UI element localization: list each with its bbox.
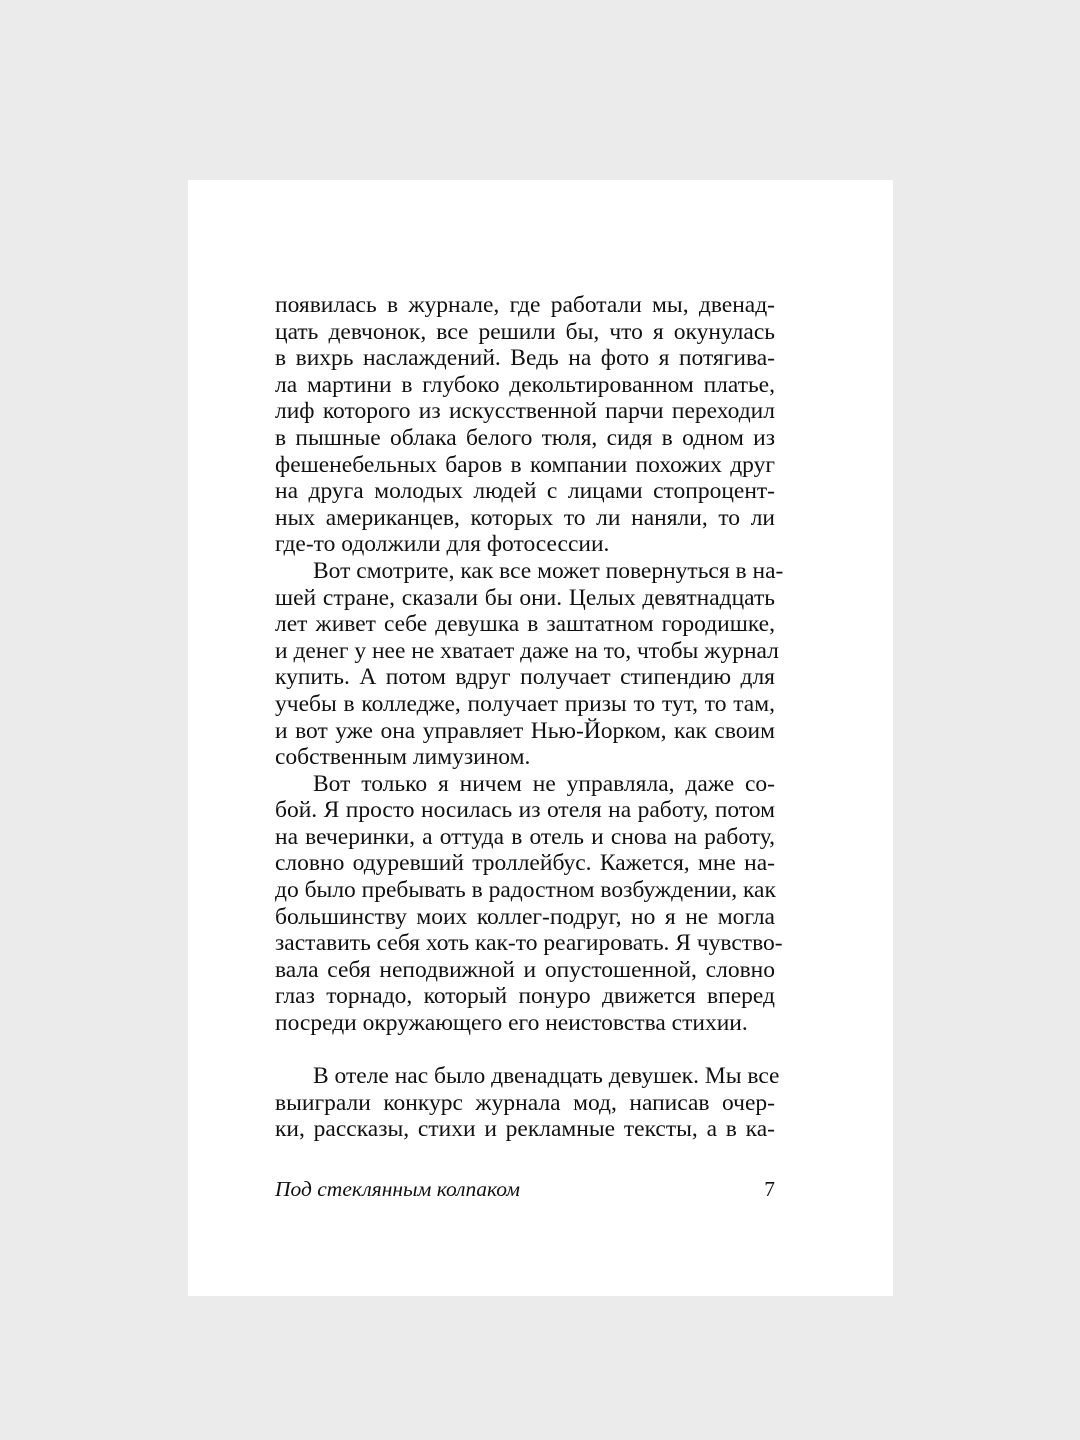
text-line: фешенебельных баров в компании похожих друг	[275, 451, 775, 478]
text-line: большинству моих коллег-подруг, но я не могла	[275, 903, 775, 930]
text-line: на вечеринки, а оттуда в отель и снова на работу,	[275, 823, 775, 850]
paragraph-2	[275, 557, 784, 771]
text-line: до было пребывать в радостном возбуждении, как	[275, 877, 776, 904]
text-line: учебы в колледже, получает призы то тут, то там,	[275, 690, 775, 717]
book-page	[188, 180, 893, 1296]
text-line: вала себя неподвижной и опустошенной, словно	[275, 956, 775, 983]
text-line: ки, рассказы, стихи и рекламные тексты, а в ка-	[275, 1116, 775, 1143]
text-line: словно одуревший троллейбус. Кажется, мне на-	[275, 850, 775, 877]
text-line: шей стране, сказали бы они. Целых девятнадцать	[275, 584, 775, 611]
page-number: 7	[764, 1177, 775, 1201]
text-line: цать девчонок, все решили бы, что я окунулась	[275, 318, 775, 345]
text-line: на друга молодых людей с лицами стопроцент-	[275, 478, 775, 505]
text-line: появилась в журнале, где работали мы, двенад-	[275, 292, 775, 318]
running-title: Под стеклянным колпаком	[275, 1177, 520, 1201]
text-line: ных американцев, которых то ли наняли, то ли	[275, 504, 775, 531]
paragraph-3	[275, 770, 783, 1037]
text-line: Вот смотрите, как все может повернуться в на-	[313, 557, 784, 584]
text-line: выиграли конкурс журнала мод, написав очер-	[275, 1089, 775, 1116]
text-line: ла мартини в глубоко декольтированном платье,	[275, 371, 775, 398]
text-line: собственным лимузином.	[275, 744, 531, 771]
body-text	[275, 292, 784, 1143]
paragraph-1	[275, 292, 775, 558]
text-line: посреди окружающего его неистовства стихии.	[275, 1010, 748, 1037]
text-line: лет живет себе девушка в заштатном городишке,	[275, 611, 775, 638]
text-line: лиф которого из искусственной парчи переходил	[275, 398, 775, 425]
page-footer	[275, 1177, 775, 1203]
paragraph-4	[275, 1063, 780, 1143]
text-line: бой. Я просто носилась из отеля на работу, потом	[275, 797, 775, 824]
text-line: в вихрь наслаждений. Ведь на фото я потягива-	[275, 345, 775, 372]
text-line: и денег у нее не хватает даже на то, чтобы журнал	[275, 637, 779, 664]
text-line: где-то одолжили для фотосессии.	[275, 531, 610, 558]
text-line: и вот уже она управляет Нью-Йорком, как своим	[275, 717, 775, 744]
text-line: купить. А потом вдруг получает стипендию для	[275, 664, 775, 691]
text-line: в пышные облака белого тюля, сидя в одном из	[275, 424, 775, 451]
text-line: В отеле нас было двенадцать девушек. Мы все	[313, 1063, 780, 1090]
section-break	[275, 1037, 775, 1064]
text-line: глаз торнадо, который понуро движется вперед	[275, 983, 775, 1010]
text-line: заставить себя хоть как-то реагировать. Я чувство-	[275, 930, 783, 957]
text-line: Вот только я ничем не управляла, даже со-	[313, 770, 775, 797]
